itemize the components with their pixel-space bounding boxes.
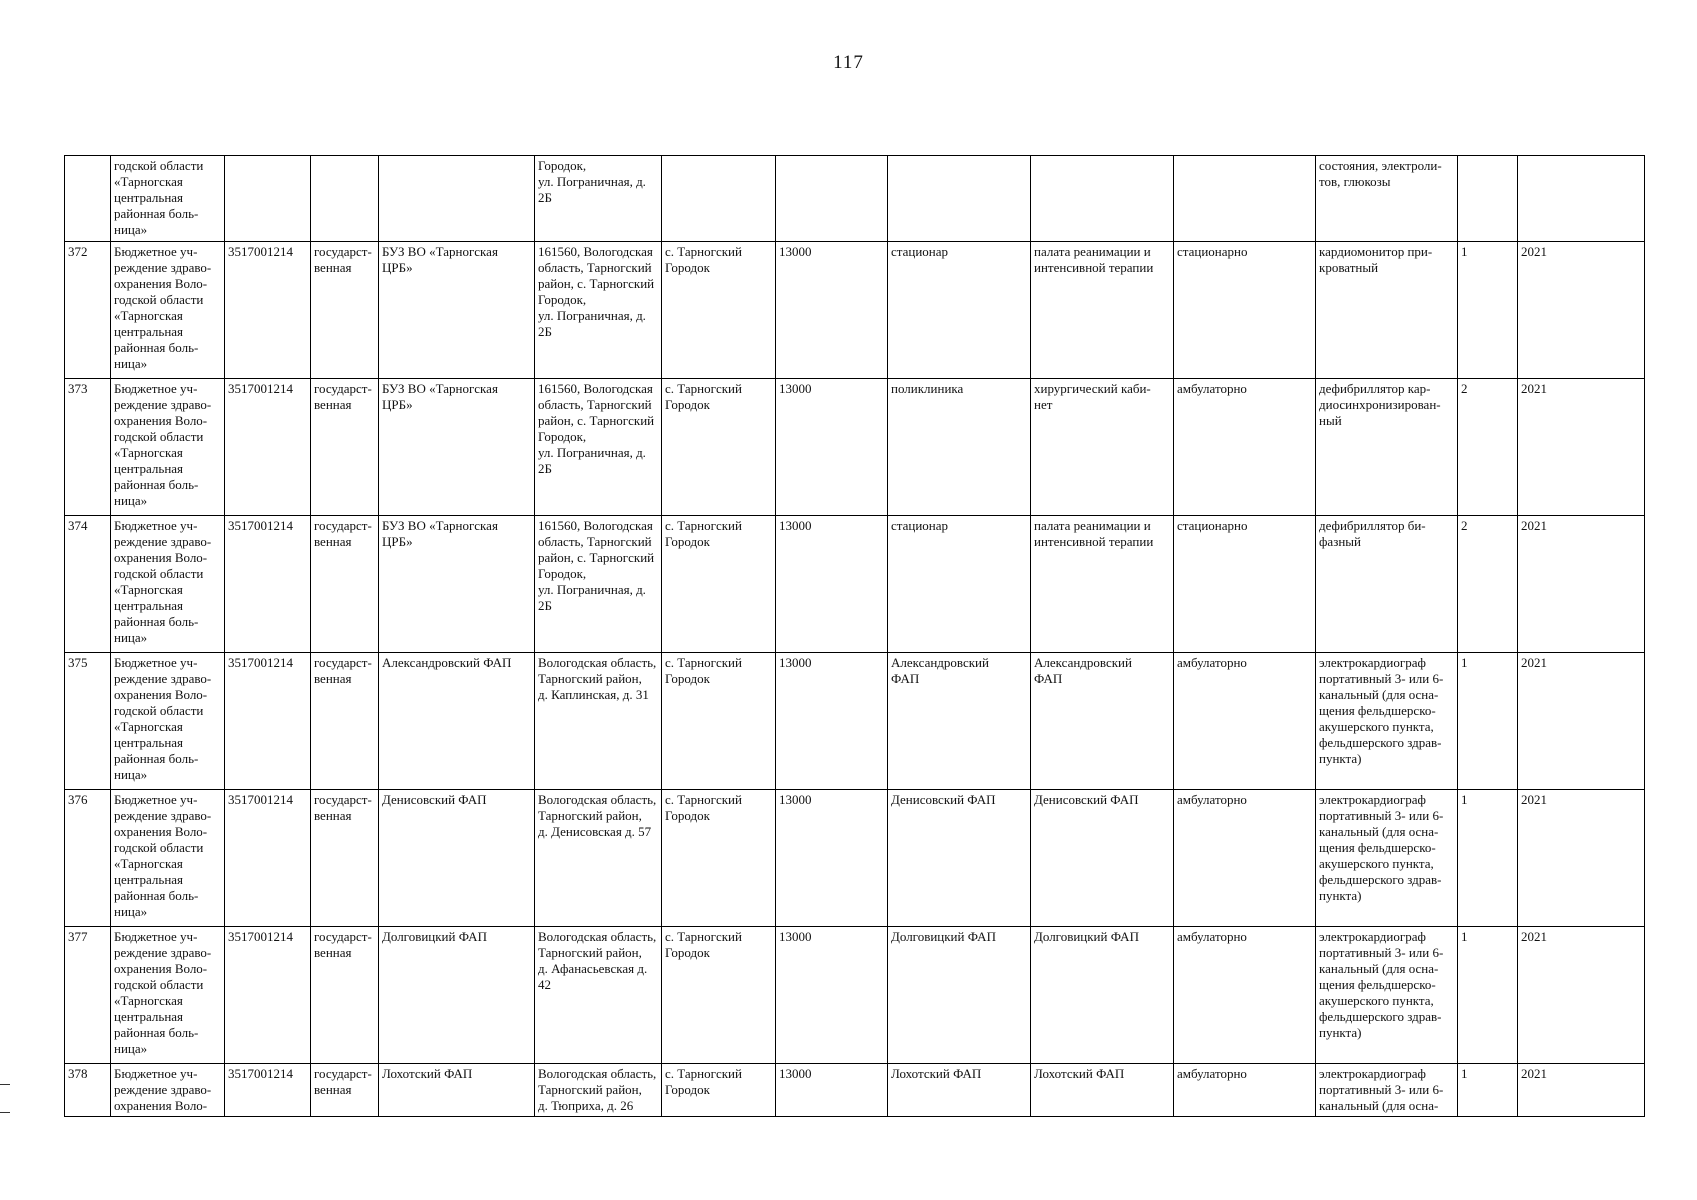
cell-settlement: [662, 156, 776, 242]
table-row: [65, 927, 1645, 1064]
cell-no: 373: [65, 379, 111, 516]
margin-mark-left-2: [0, 1112, 10, 1113]
cell-equipment: состояния, электроли- тов, глюкозы: [1316, 156, 1458, 242]
cell-qty: [1458, 156, 1518, 242]
cell-unit: БУЗ ВО «Тарногская ЦРБ»: [379, 516, 535, 653]
cell-unit: Денисовский ФАП: [379, 790, 535, 927]
cell-no: 372: [65, 242, 111, 379]
table-row: [65, 242, 1645, 379]
table-row: [65, 379, 1645, 516]
cell-department: Долговицкий ФАП: [1031, 927, 1174, 1064]
cell-inn: 3517001214: [225, 1064, 311, 1117]
cell-qty: 2: [1458, 516, 1518, 653]
cell-qty: 1: [1458, 653, 1518, 790]
cell-settlement: с. Тарногский Городок: [662, 379, 776, 516]
cell-address: 161560, Вологодская область, Тарногский район, с. Тарногский Городок, ул. Пограничная, д. 2Б: [535, 516, 662, 653]
table-row: [65, 790, 1645, 927]
margin-mark-left: [0, 1084, 10, 1085]
cell-org: Бюджетное уч- реждение здраво- охранения Воло- годской области «Тарногская центральная районная боль- ница»: [111, 653, 225, 790]
cell-org: годской области «Тарногская центральная районная боль- ница»: [111, 156, 225, 242]
cell-year: 2021: [1518, 927, 1645, 1064]
cell-equipment: кардиомонитор при- кроватный: [1316, 242, 1458, 379]
cell-org: Бюджетное уч- реждение здраво- охранения Воло-: [111, 1064, 225, 1117]
cell-form: [311, 156, 379, 242]
cell-inn: 3517001214: [225, 516, 311, 653]
cell-unit: Долговицкий ФАП: [379, 927, 535, 1064]
table-row: [65, 156, 1645, 242]
cell-type: [888, 156, 1031, 242]
cell-qty: 1: [1458, 242, 1518, 379]
cell-type: Долговицкий ФАП: [888, 927, 1031, 1064]
cell-unit: БУЗ ВО «Тарногская ЦРБ»: [379, 379, 535, 516]
cell-form: государст- венная: [311, 516, 379, 653]
cell-population: 13000: [776, 1064, 888, 1117]
cell-settlement: с. Тарногский Городок: [662, 790, 776, 927]
cell-form: государст- венная: [311, 790, 379, 927]
cell-no: 376: [65, 790, 111, 927]
cell-conditions: амбулаторно: [1174, 927, 1316, 1064]
cell-type: Александровский ФАП: [888, 653, 1031, 790]
cell-inn: 3517001214: [225, 927, 311, 1064]
table-row: [65, 653, 1645, 790]
cell-department: палата реанимации и интенсивной терапии: [1031, 516, 1174, 653]
cell-equipment: электрокардиограф портативный 3- или 6- канальный (для осна- щения фельдшерско- акушерского пункта, фельдшерского здрав- пункта): [1316, 653, 1458, 790]
cell-org: Бюджетное уч- реждение здраво- охранения Воло- годской области «Тарногская центральная районная боль- ница»: [111, 379, 225, 516]
cell-equipment: дефибриллятор би- фазный: [1316, 516, 1458, 653]
cell-population: 13000: [776, 379, 888, 516]
cell-address: 161560, Вологодская область, Тарногский район, с. Тарногский Городок, ул. Пограничная, д. 2Б: [535, 242, 662, 379]
cell-org: Бюджетное уч- реждение здраво- охранения Воло- годской области «Тарногская центральная районная боль- ница»: [111, 242, 225, 379]
cell-department: [1031, 156, 1174, 242]
cell-no: 378: [65, 1064, 111, 1117]
cell-settlement: с. Тарногский Городок: [662, 242, 776, 379]
cell-population: 13000: [776, 790, 888, 927]
cell-conditions: [1174, 156, 1316, 242]
cell-department: палата реанимации и интенсивной терапии: [1031, 242, 1174, 379]
cell-population: 13000: [776, 242, 888, 379]
cell-unit: [379, 156, 535, 242]
table-row: [65, 516, 1645, 653]
cell-settlement: с. Тарногский Городок: [662, 927, 776, 1064]
cell-conditions: амбулаторно: [1174, 379, 1316, 516]
cell-population: 13000: [776, 927, 888, 1064]
cell-qty: 2: [1458, 379, 1518, 516]
cell-org: Бюджетное уч- реждение здраво- охранения Воло- годской области «Тарногская центральная районная боль- ница»: [111, 790, 225, 927]
cell-year: [1518, 156, 1645, 242]
cell-address: Вологодская область, Тарногский район, д. Тюприха, д. 26: [535, 1064, 662, 1117]
cell-conditions: амбулаторно: [1174, 1064, 1316, 1117]
cell-population: 13000: [776, 516, 888, 653]
cell-year: 2021: [1518, 790, 1645, 927]
cell-inn: 3517001214: [225, 242, 311, 379]
cell-conditions: стационарно: [1174, 242, 1316, 379]
equipment-register-table: [64, 155, 1645, 1117]
cell-form: государст- венная: [311, 927, 379, 1064]
cell-form: государст- венная: [311, 653, 379, 790]
cell-form: государст- венная: [311, 379, 379, 516]
cell-org: Бюджетное уч- реждение здраво- охранения Воло- годской области «Тарногская центральная районная боль- ница»: [111, 927, 225, 1064]
cell-type: Лохотский ФАП: [888, 1064, 1031, 1117]
cell-department: хирургический каби- нет: [1031, 379, 1174, 516]
cell-type: стационар: [888, 242, 1031, 379]
cell-unit: БУЗ ВО «Тарногская ЦРБ»: [379, 242, 535, 379]
cell-type: стационар: [888, 516, 1031, 653]
cell-form: государст- венная: [311, 242, 379, 379]
cell-equipment: электрокардиограф портативный 3- или 6- канальный (для осна-: [1316, 1064, 1458, 1117]
cell-department: Александровский ФАП: [1031, 653, 1174, 790]
cell-org: Бюджетное уч- реждение здраво- охранения Воло- годской области «Тарногская центральная районная боль- ница»: [111, 516, 225, 653]
cell-year: 2021: [1518, 653, 1645, 790]
cell-year: 2021: [1518, 1064, 1645, 1117]
cell-year: 2021: [1518, 516, 1645, 653]
cell-address: Вологодская область, Тарногский район, д. Афанасьевская д. 42: [535, 927, 662, 1064]
page-number: 117: [833, 52, 864, 73]
cell-population: [776, 156, 888, 242]
cell-equipment: дефибриллятор кар- диосинхронизирован- ный: [1316, 379, 1458, 516]
cell-department: Денисовский ФАП: [1031, 790, 1174, 927]
cell-department: Лохотский ФАП: [1031, 1064, 1174, 1117]
cell-address: Вологодская область, Тарногский район, д. Каплинская, д. 31: [535, 653, 662, 790]
cell-unit: Александровский ФАП: [379, 653, 535, 790]
table-row: [65, 1064, 1645, 1117]
cell-inn: [225, 156, 311, 242]
cell-no: 377: [65, 927, 111, 1064]
cell-form: государст- венная: [311, 1064, 379, 1117]
cell-conditions: стационарно: [1174, 516, 1316, 653]
cell-address: 161560, Вологодская область, Тарногский район, с. Тарногский Городок, ул. Пограничная, д. 2Б: [535, 379, 662, 516]
cell-no: 375: [65, 653, 111, 790]
cell-type: поликлиника: [888, 379, 1031, 516]
cell-population: 13000: [776, 653, 888, 790]
cell-no: 374: [65, 516, 111, 653]
cell-type: Денисовский ФАП: [888, 790, 1031, 927]
cell-settlement: с. Тарногский Городок: [662, 516, 776, 653]
cell-inn: 3517001214: [225, 790, 311, 927]
cell-settlement: с. Тарногский Городок: [662, 653, 776, 790]
cell-inn: 3517001214: [225, 653, 311, 790]
cell-no: [65, 156, 111, 242]
cell-conditions: амбулаторно: [1174, 653, 1316, 790]
cell-equipment: электрокардиограф портативный 3- или 6- канальный (для осна- щения фельдшерско- акушерского пункта, фельдшерского здрав- пункта): [1316, 790, 1458, 927]
cell-address: Вологодская область, Тарногский район, д. Денисовская д. 57: [535, 790, 662, 927]
cell-qty: 1: [1458, 927, 1518, 1064]
cell-conditions: амбулаторно: [1174, 790, 1316, 927]
cell-qty: 1: [1458, 790, 1518, 927]
cell-settlement: с. Тарногский Городок: [662, 1064, 776, 1117]
cell-equipment: электрокардиограф портативный 3- или 6- канальный (для осна- щения фельдшерско- акушерского пункта, фельдшерского здрав- пункта): [1316, 927, 1458, 1064]
cell-inn: 3517001214: [225, 379, 311, 516]
table-body: [65, 156, 1645, 1117]
cell-year: 2021: [1518, 379, 1645, 516]
cell-year: 2021: [1518, 242, 1645, 379]
cell-unit: Лохотский ФАП: [379, 1064, 535, 1117]
cell-address: Городок, ул. Пограничная, д. 2Б: [535, 156, 662, 242]
cell-qty: 1: [1458, 1064, 1518, 1117]
